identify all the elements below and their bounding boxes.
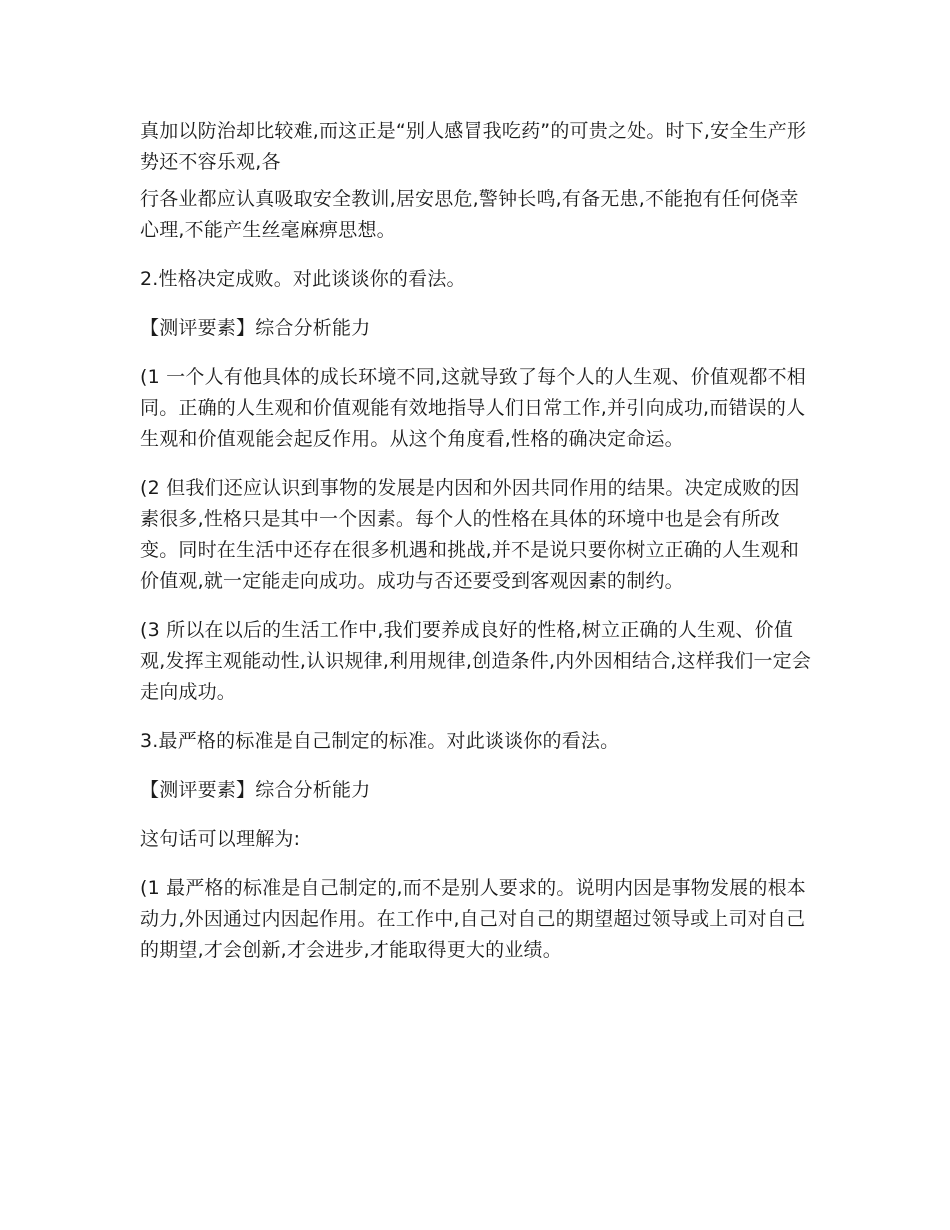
question-2-heading: 2.性格决定成败。对此谈谈你的看法。 <box>140 268 466 290</box>
document-body <box>140 116 812 984</box>
evaluation-element-label: 【测评要素】综合分析能力 <box>140 779 371 801</box>
answer-2-point-3: (3 所以在以后的生活工作中,我们要养成良好的性格,树立正确的人生观、价值观,发挥主观能动性,认识规律,利用规律,创造条件,内外因相结合,这样我们一定会走向成功。 <box>140 619 812 703</box>
answer-3-point-1: (1 最严格的标准是自己制定的,而不是别人要求的。说明内因是事物发展的根本动力,外因通过内因起作用。在工作中,自己对自己的期望超过领导或上司对自己的期望,才会创新,才会进步,才能取得更大的业绩。 <box>140 877 806 961</box>
question-3-heading: 3.最严格的标准是自己制定的标准。对此谈谈你的看法。 <box>140 730 620 752</box>
paragraph-safety-continued: 真加以防治却比较难,而这正是“别人感冒我吃药”的可贵之处。时下,安全生产形势还不容乐观,各 <box>140 120 807 173</box>
answer-3-intro: 这句话可以理解为: <box>140 828 301 850</box>
answer-2-point-2: (2 但我们还应认识到事物的发展是内因和外因共同作用的结果。决定成败的因素很多,性格只是其中一个因素。每个人的性格在具体的环境中也是会有所改变。同时在生活中还存在很多机遇和挑战,并不是说只要你树立正确的人生观和价值观,就一定能走向成功。成功与否还要受到客观因素的制约。 <box>140 477 800 592</box>
paragraph-safety-conclusion: 行各业都应认真吸取安全教训,居安思危,警钟长鸣,有备无患,不能抱有任何侥幸心理,不能产生丝毫麻痹思想。 <box>140 188 799 241</box>
evaluation-element-label: 【测评要素】综合分析能力 <box>140 317 371 339</box>
answer-2-point-1: (1 一个人有他具体的成长环境不同,这就导致了每个人的人生观、价值观都不相同。正确的人生观和价值观能有效地指导人们日常工作,并引向成功,而错误的人生观和价值观能会起反作用。从这个角度看,性格的确决定命运。 <box>140 366 806 450</box>
